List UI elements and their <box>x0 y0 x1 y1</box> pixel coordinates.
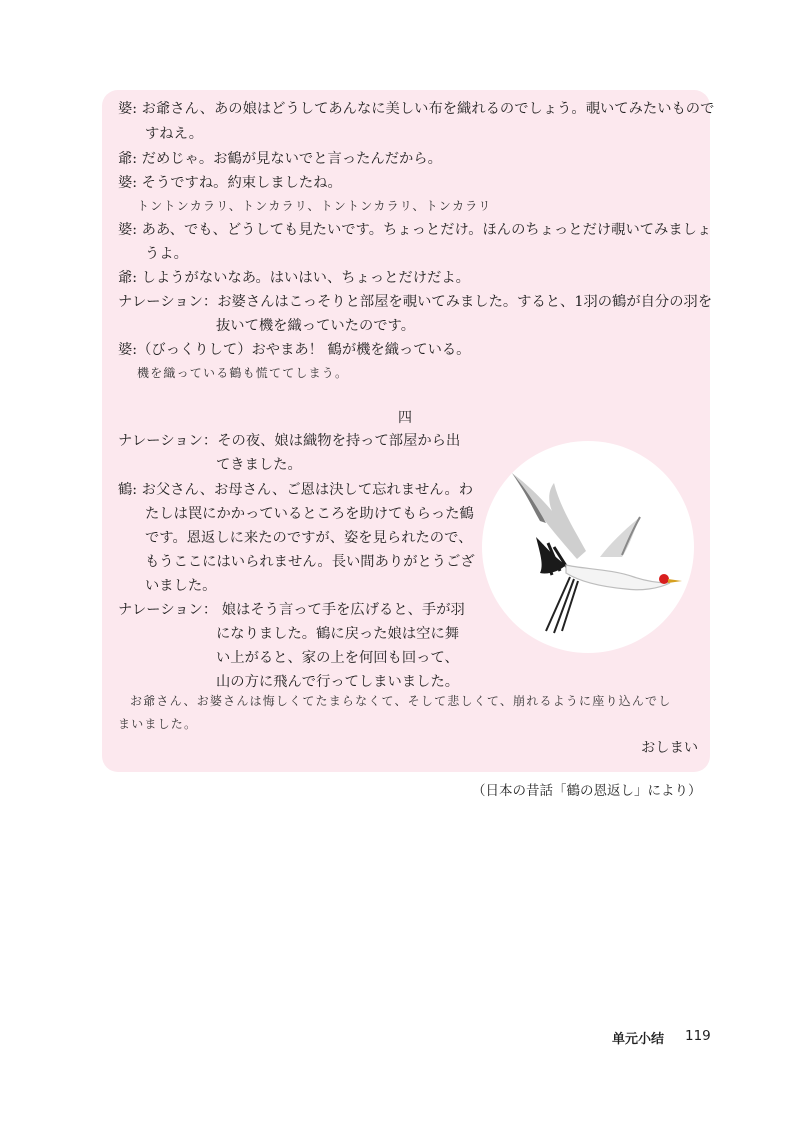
source-citation: （日本の昔話「鶴の恩返し」により） <box>472 783 702 799</box>
script-line: い上がると、家の上を何回も回って、 <box>216 650 459 666</box>
stage-direction: 機を織っている鶴も慌ててしまう。 <box>137 366 349 380</box>
script-line: ナレーション：お婆さんはこっそりと部屋を覗いてみました。すると、1羽の鶴が自分の羽を <box>118 294 713 310</box>
script-line: 爺: しようがないなあ。はいはい、ちょっとだけだよ。 <box>118 270 470 286</box>
script-line: 山の方に飛んで行ってしまいました。 <box>216 674 460 690</box>
ending-text: おしまい <box>641 740 699 756</box>
script-line: 婆:（びっくりして）おやまあ！ 鶴が機を織っている。 <box>118 342 471 358</box>
script-line: 爺: だめじゃ。お鶴が見ないでと言ったんだから。 <box>118 151 442 167</box>
script-line: になりました。鶴に戻った娘は空に舞 <box>216 626 460 642</box>
page-number: 119 <box>685 1028 711 1044</box>
script-line: ナレーション：その夜、娘は織物を持って部屋から出 <box>118 433 461 449</box>
narration-line: まいました。 <box>118 717 198 731</box>
footer-section-label: 单元小结 <box>612 1032 665 1047</box>
script-line: てきました。 <box>216 457 302 473</box>
script-line: すねえ。 <box>145 126 204 142</box>
script-line: 鶴: お父さん、お母さん、ご恩は決して忘れません。わ <box>118 482 474 498</box>
script-line: うよ。 <box>145 246 188 262</box>
script-line: 婆: そうですね。約束しましたね。 <box>118 175 342 191</box>
script-line: ナレーション： 娘はそう言って手を広げると、手が羽 <box>118 602 465 618</box>
script-line: 婆: ああ、でも、どうしても見たいです。ちょっとだけ。ほんのちょっとだけ覗いてみましょ <box>118 222 712 238</box>
script-line: いました。 <box>145 578 217 594</box>
scene-number: 四 <box>398 410 412 426</box>
narration-line: お爺さん、お婆さんは悔しくてたまらなくて、そして悲しくて、崩れるように座り込んでし <box>130 694 672 708</box>
script-line: 婆: お爺さん、あの娘はどうしてあんなに美しい布を織れるのでしょう。覗いてみたいもので <box>118 101 715 117</box>
stage-direction: トントンカラリ、トンカラリ、トントンカラリ、トンカラリ <box>137 199 492 213</box>
script-line: もうここにはいられません。長い間ありがとうござ <box>145 554 475 570</box>
illustration-circle <box>482 441 694 653</box>
flying-crane-icon <box>482 441 694 653</box>
script-line: たしは罠にかかっているところを助けてもらった鶴 <box>145 506 474 522</box>
script-line: です。恩返しに来たのですが、姿を見られたので、 <box>145 530 473 546</box>
script-line: 抜いて機を織っていたのです。 <box>216 318 416 334</box>
